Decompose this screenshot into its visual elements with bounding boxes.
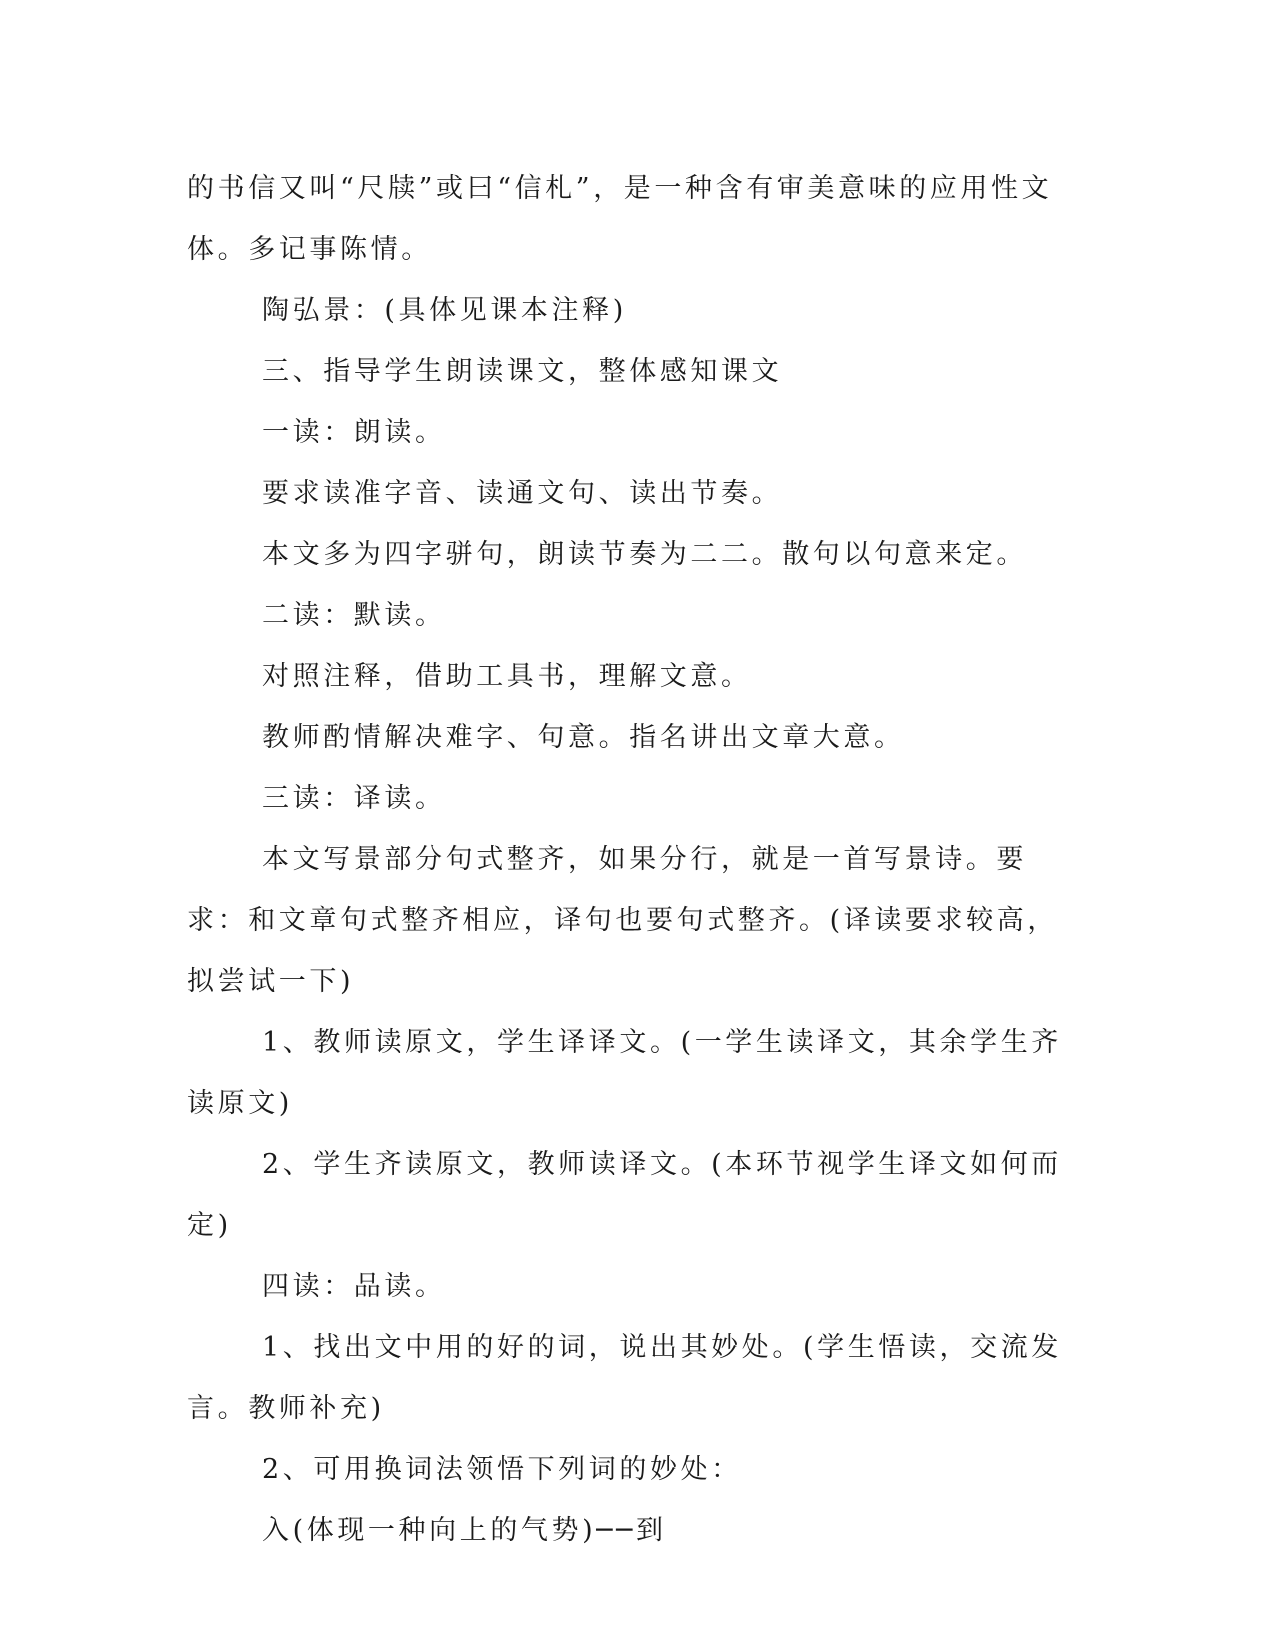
paragraph-rhythm-note: 本文多为四字骈句，朗读节奏为二二。散句以句意来定。 [262, 539, 1027, 570]
paragraph-fourth-reading: 四读：品读。 [262, 1271, 446, 1302]
paragraph-translation-requirement: 本文写景部分句式整齐，如果分行，就是一首写景诗。要求：和文章句式整齐相应，译句也要句式整齐。(译读要求较高，拟尝试一下) [187, 844, 1058, 997]
paragraph-word-example: 入(体现一种向上的气势)──到 [262, 1515, 667, 1546]
paragraph-third-reading: 三读：译读。 [262, 783, 446, 814]
paragraph-author-note: 陶弘景：(具体见课本注释) [262, 295, 627, 326]
paragraph-letter-definition: 的书信又叫“尺牍”或曰“信札”，是一种含有审美意味的应用性文体。多记事陈情。 [187, 173, 1053, 265]
paragraph-first-reading: 一读：朗读。 [262, 417, 446, 448]
document-body [187, 158, 1087, 1561]
paragraph-annotation-note: 对照注释，借助工具书，理解文意。 [262, 661, 752, 692]
paragraph-first-reading-requirement: 要求读准字音、读通文句、读出节奏。 [262, 478, 783, 509]
paragraph-step-one: 1、教师读原文，学生译译文。(一学生读译文，其余学生齐读原文) [187, 1027, 1062, 1119]
paragraph-word-substitution: 2、可用换词法领悟下列词的妙处： [262, 1454, 742, 1485]
paragraph-step-two: 2、学生齐读原文，教师读译文。(本环节视学生译文如何而定) [187, 1149, 1062, 1241]
paragraph-second-reading: 二读：默读。 [262, 600, 446, 631]
section-heading-reading: 三、指导学生朗读课文，整体感知课文 [262, 356, 783, 387]
paragraph-find-words: 1、找出文中用的好的词，说出其妙处。(学生悟读，交流发言。教师补充) [187, 1332, 1062, 1424]
paragraph-teacher-explain: 教师酌情解决难字、句意。指名讲出文章大意。 [262, 722, 905, 753]
